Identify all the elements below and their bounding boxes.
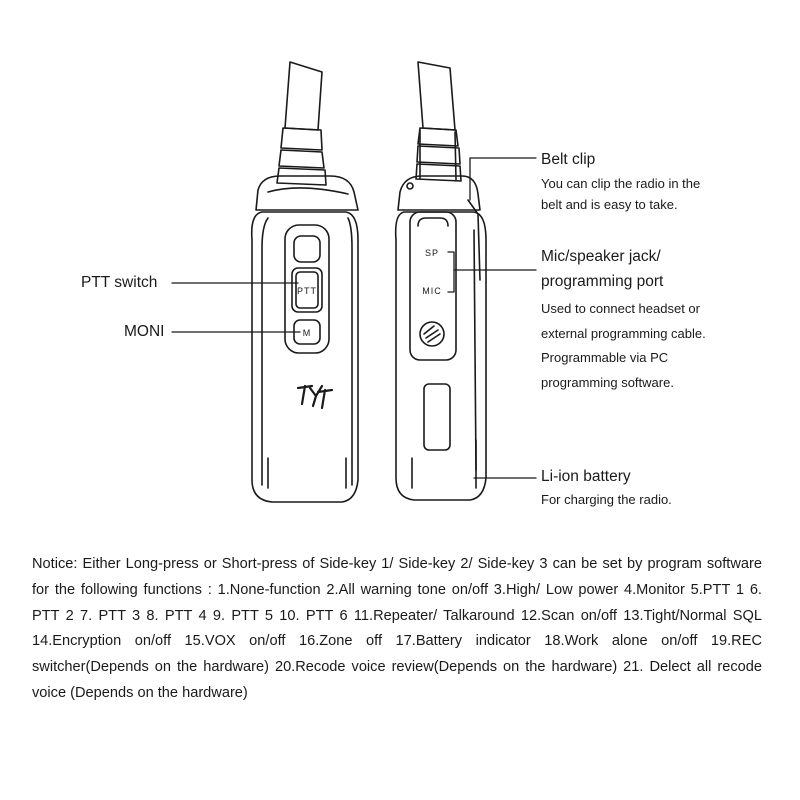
sp-sticker: SP	[424, 248, 440, 258]
mic-sticker: MIC	[422, 286, 442, 296]
belt-clip-desc-1: You can clip the radio in the	[541, 176, 701, 191]
right-antenna	[416, 62, 461, 181]
battery-window	[424, 384, 450, 450]
battery-desc: For charging the radio.	[541, 492, 672, 507]
mic-jack-title-1: Mic/speaker jack/	[541, 248, 661, 265]
moni-label: MONI	[124, 323, 165, 340]
leader-lines	[172, 158, 536, 478]
right-radio	[396, 62, 486, 500]
leader-belt-clip	[470, 158, 536, 200]
belt-clip-title: Belt clip	[541, 151, 596, 168]
belt-clip-desc-2: belt and is easy to take.	[541, 197, 678, 212]
mic-jack-desc-4: programming software.	[541, 375, 674, 390]
left-radio	[252, 62, 358, 502]
ptt-switch-label: PTT switch	[81, 274, 158, 291]
ptt-key-label: PTT	[297, 286, 317, 296]
mic-jack-desc-1: Used to connect headset or	[541, 301, 700, 316]
leader-mic-jack-bracket	[448, 252, 454, 292]
left-antenna	[277, 62, 326, 185]
tyt-logo	[298, 386, 332, 408]
moni-key-label: M	[302, 328, 312, 338]
mic-jack-title-2: programming port	[541, 273, 664, 290]
mic-jack-desc-2: external programming cable.	[541, 326, 706, 341]
battery-title: Li-ion battery	[541, 468, 631, 485]
mic-jack-desc-3: Programmable via PC	[541, 350, 669, 365]
notice-text: Notice: Either Long-press or Short-press of Side-key 1/ Side-key 2/ Side-key 3 can be set by program software for the following functions : 1.None-function 2.All warning tone on/off 3.High/ Low power 4.Monitor 5.PTT 1 6. PTT 2 7. PTT 3 8. PTT 4 9. PTT 5 10. PTT 6 11.Repeater/ Talkaround 12.Scan on/off 13.Tight/Normal SQL 14.Encryption on/off 15.VOX on/off 16.Zone off 17.Battery indicator 18.Work alone on/off 19.REC switcher(Depends on the hardware) 20.Recode voice review(Depends on the hardware) 21. Delect all recode voice (Depends on the hardware)	[32, 556, 762, 701]
side-key-1[interactable]	[294, 236, 320, 262]
